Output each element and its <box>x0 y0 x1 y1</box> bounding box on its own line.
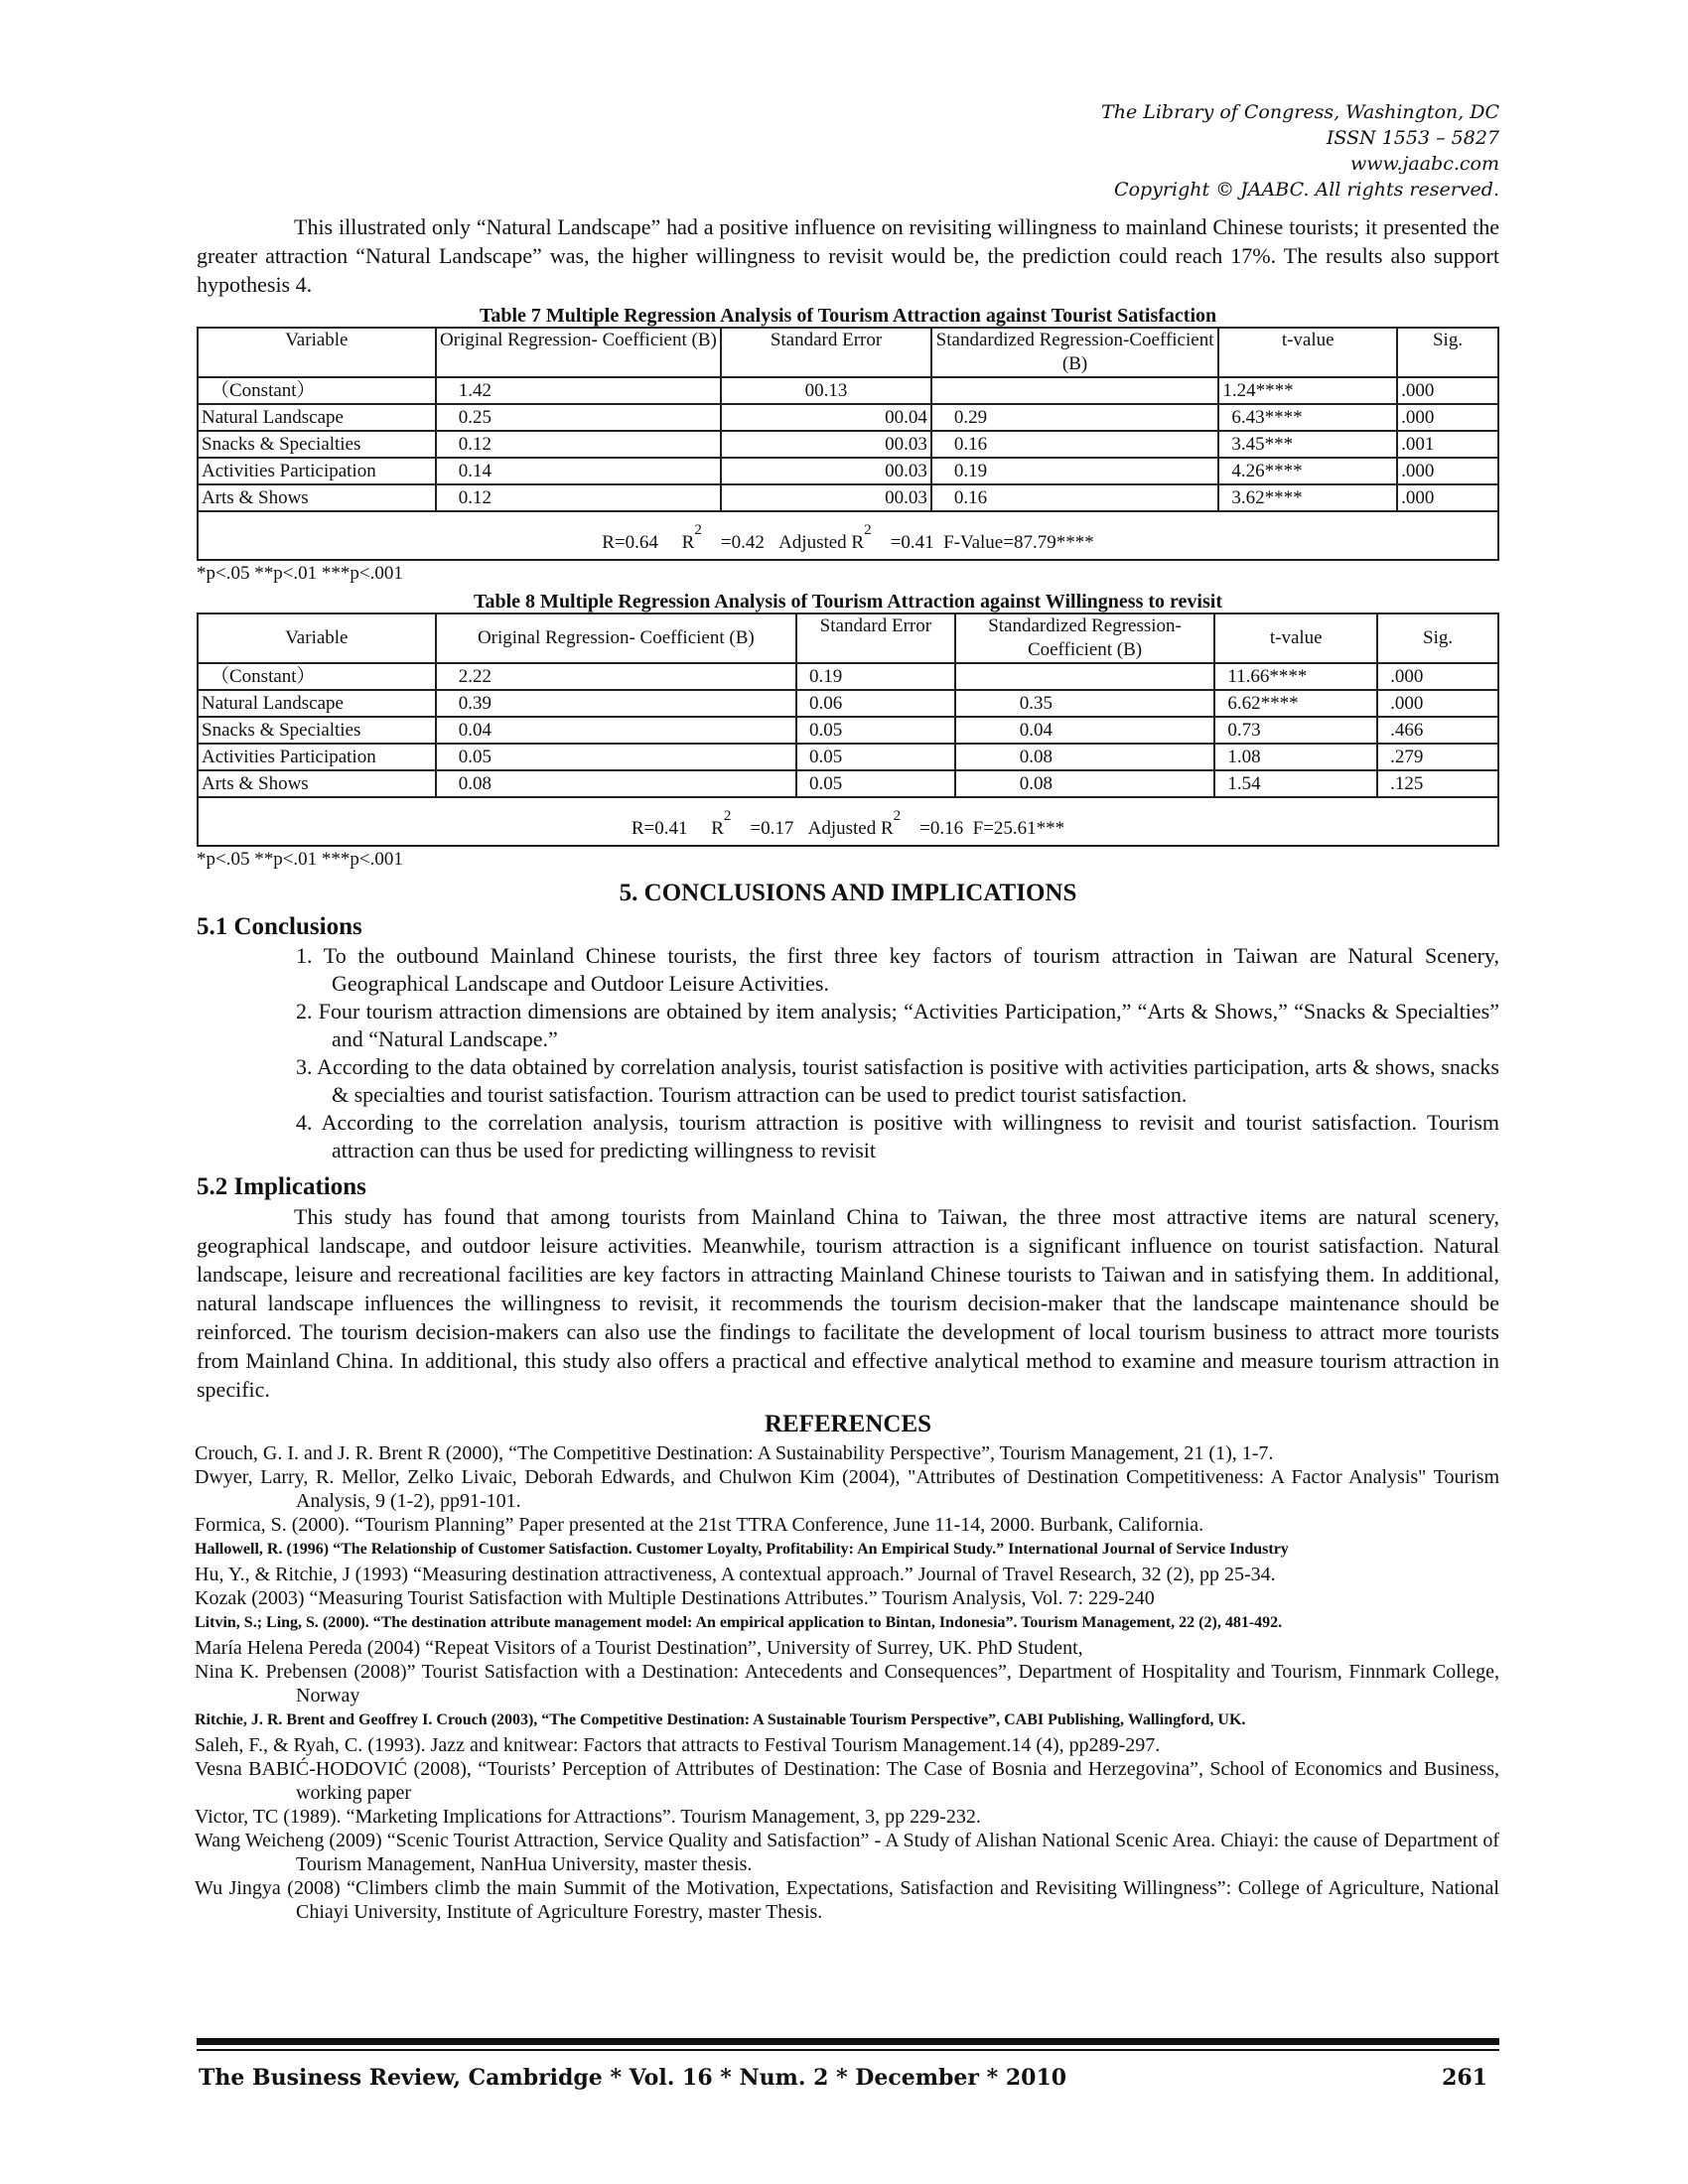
table-cell: 3.62**** <box>1218 484 1397 511</box>
table-cell: 0.06 <box>796 690 955 717</box>
table-cell: 4.26**** <box>1218 458 1397 484</box>
reference-item: Formica, S. (2000). “Tourism Planning” Paper presented at the 21st TTRA Conference, June 11-14, 2000. Burbank, California. <box>195 1514 1204 1536</box>
table-cell: 6.62**** <box>1214 690 1377 717</box>
summary-f: F-Value=87.79**** <box>943 532 1094 553</box>
table8-header-row <box>198 614 1498 663</box>
header-line-2: ISSN 1553 – 5827 <box>1326 127 1499 149</box>
table7-header-row <box>198 328 1498 377</box>
summary-adj-value: =0.16 <box>919 818 964 839</box>
table-cell: 0.35 <box>955 690 1215 717</box>
table-cell: 0.05 <box>796 770 955 797</box>
table-row <box>198 663 1498 690</box>
references-title: REFERENCES <box>764 1411 932 1437</box>
table-cell: 00.13 <box>721 377 931 404</box>
reference-item: Victor, TC (1989). “Marketing Implications for Attractions”. Tourism Management, 3, pp 229-232. <box>195 1806 981 1828</box>
table-cell: 0.05 <box>436 744 796 770</box>
section-title: 5. CONCLUSIONS AND IMPLICATIONS <box>619 880 1077 906</box>
table-cell: 11.66**** <box>1214 663 1377 690</box>
table-cell: .000 <box>1397 484 1498 511</box>
table-cell: .000 <box>1397 404 1498 431</box>
footer-journal: The Business Review, Cambridge * Vol. 16 * Num. 2 * December * 2010 <box>199 2065 1067 2091</box>
table7-header-cell: t-value <box>1218 328 1397 377</box>
table7-header-cell: Original Regression- Coefficient (B) <box>436 328 722 377</box>
conclusions-heading: 5.1 Conclusions <box>197 913 362 940</box>
table-cell: 0.05 <box>796 744 955 770</box>
list-item: 3. According to the data obtained by correlation analysis, tourist satisfaction is positive with activities participation, arts & shows, snacks & specialties and tourist satisfaction. Tourism attraction can be used to predict tourist satisfaction. <box>296 1054 1499 1107</box>
table-row <box>198 690 1498 717</box>
list-item: 1. To the outbound Mainland Chinese tourists, the first three key factors of tourism attraction in Taiwan are Natural Scenery, Geographical Landscape and Outdoor Leisure Activities. <box>296 943 1499 996</box>
table-cell: 00.03 <box>721 458 931 484</box>
summary-r2-sup: 2 <box>694 522 702 538</box>
table-cell: .125 <box>1377 770 1498 797</box>
table8-summary-row <box>198 797 1498 846</box>
table-cell: 1.42 <box>436 377 722 404</box>
summary-adj-label: Adjusted R <box>778 532 865 553</box>
table-cell: 0.39 <box>436 690 796 717</box>
table-row <box>198 770 1498 797</box>
table-cell: Natural Landscape <box>198 690 436 717</box>
table8-header-cell: t-value <box>1214 614 1377 663</box>
table-cell: Activities Participation <box>198 458 436 484</box>
intro-paragraph: This illustrated only “Natural Landscape” had a positive influence on revisiting willingness to mainland Chinese tourists; it presented the greater attraction “Natural Landscape” was, the higher willingness to revisit would be, the prediction could reach 17%. The results also support hypothesis 4. <box>197 214 1499 297</box>
table-cell: .279 <box>1377 744 1498 770</box>
table-cell: 0.29 <box>931 404 1219 431</box>
reference-item: Ritchie, J. R. Brent and Geoffrey I. Crouch (2003), “The Competitive Destination: A Sustainable Tourism Perspective”, CABI Publishing, Wallingford, UK. <box>195 1711 1246 1728</box>
references-list <box>195 1441 1499 1924</box>
table-cell: （Constant） <box>198 377 436 404</box>
table-cell: 3.45*** <box>1218 431 1397 458</box>
summary-f: F=25.61*** <box>972 818 1065 839</box>
summary-adj-sup: 2 <box>893 808 902 824</box>
table-cell: 00.03 <box>721 484 931 511</box>
summary-r2-value: =0.42 <box>720 532 765 553</box>
summary-r2-value: =0.17 <box>750 818 794 839</box>
footer-rule-thick <box>197 2038 1499 2045</box>
table-row <box>198 717 1498 744</box>
table7-header-cell: Standardized Regression-Coefficient (B) <box>931 328 1219 377</box>
table8-title: Table 8 Multiple Regression Analysis of Tourism Attraction against Willingness to revisit <box>474 591 1222 613</box>
table7-summary <box>198 511 1498 560</box>
summary-adj-sup: 2 <box>864 522 872 538</box>
reference-item: Nina K. Prebensen (2008)” Tourist Satisfaction with a Destination: Antecedents and Consequences”, Department of Hospitality and Tourism, Finnmark College, Norway <box>195 1661 1499 1706</box>
summary-adj-label: Adjusted R <box>807 818 894 839</box>
table-cell <box>931 377 1219 404</box>
table-cell: 0.16 <box>931 431 1219 458</box>
table7-title: Table 7 Multiple Regression Analysis of Tourism Attraction against Tourist Satisfaction <box>479 305 1217 327</box>
table-cell: 1.24**** <box>1218 377 1397 404</box>
table7-header-cell: Variable <box>198 328 436 377</box>
table-cell: 0.25 <box>436 404 722 431</box>
table8-header-cell: Sig. <box>1377 614 1498 663</box>
list-item: 2. Four tourism attraction dimensions are obtained by item analysis; “Activities Participation,” “Arts & Shows,” “Snacks & Specialties” and “Natural Landscape.” <box>296 999 1499 1051</box>
summary-r2-label: R <box>711 818 724 839</box>
table8-header-cell: Standard Error <box>796 614 955 663</box>
table-cell: Snacks & Specialties <box>198 431 436 458</box>
table-row <box>198 484 1498 511</box>
table7-header-cell: Sig. <box>1397 328 1498 377</box>
table-cell: .000 <box>1397 377 1498 404</box>
table-row <box>198 744 1498 770</box>
implications-heading: 5.2 Implications <box>197 1173 366 1200</box>
table-cell: 0.73 <box>1214 717 1377 744</box>
table-cell: 1.08 <box>1214 744 1377 770</box>
header-line-1: The Library of Congress, Washington, DC <box>1101 101 1499 123</box>
table8-header-cell: Original Regression- Coefficient (B) <box>436 614 796 663</box>
table-cell: .000 <box>1377 663 1498 690</box>
table-cell <box>955 663 1215 690</box>
table-cell: .000 <box>1397 458 1498 484</box>
table-cell: 0.04 <box>955 717 1215 744</box>
table-cell: 0.19 <box>931 458 1219 484</box>
table-cell: 00.03 <box>721 431 931 458</box>
table-cell: 0.16 <box>931 484 1219 511</box>
reference-item: Dwyer, Larry, R. Mellor, Zelko Livaic, Deborah Edwards, and Chulwon Kim (2004), "Attributes of Destination Competitiveness: A Factor Analysis" Tourism Analysis, 9 (1-2), pp91-101. <box>195 1466 1499 1512</box>
table-cell: 1.54 <box>1214 770 1377 797</box>
table-cell: 0.14 <box>436 458 722 484</box>
reference-item: Litvin, S.; Ling, S. (2000). “The destination attribute management model: An empirical application to Bintan, Indonesia”. Tourism Management, 22 (2), 481-492. <box>195 1614 1283 1631</box>
table-cell: Natural Landscape <box>198 404 436 431</box>
reference-item: Wu Jingya (2008) “Climbers climb the main Summit of the Motivation, Expectations, Satisfaction and Revisiting Willingness”: College of Agriculture, National Chiayi University, Institute of Agriculture Forestry, master Thesis. <box>195 1877 1499 1923</box>
reference-item: Hallowell, R. (1996) “The Relationship of Customer Satisfaction. Customer Loyalty, Profitability: An Empirical Study.” International Journal of Service Industry <box>195 1541 1289 1558</box>
summary-r: R=0.64 <box>602 532 658 553</box>
table-cell: Arts & Shows <box>198 770 436 797</box>
table-cell: （Constant） <box>198 663 436 690</box>
table-cell: .001 <box>1397 431 1498 458</box>
table8-header-cell: Standardized Regression-Coefficient (B) <box>955 614 1215 663</box>
header-line-3: www.jaabc.com <box>1349 153 1499 175</box>
table-cell: 0.19 <box>796 663 955 690</box>
implications-paragraph: This study has found that among tourists from Mainland China to Taiwan, the three most attractive items are natural scenery, geographical landscape, and outdoor leisure activities. Meanwhile, tourism attraction is a significant influence on tourist satisfaction. Natural landscape, leisure and recreational facilities are key factors in attracting Mainland Chinese tourists to Taiwan and in satisfying them. In additional, natural landscape influences the willingness to revisit, it recommends the tourism decision-maker that the landscape maintenance should be reinforced. The tourism decision-makers can also use the findings to facilitate the development of local tourism business to attract more tourists from Mainland China. In additional, this study also offers a practical and effective analytical method to examine and measure tourism attraction in specific. <box>197 1204 1499 1402</box>
table-cell: 0.05 <box>796 717 955 744</box>
table-row <box>198 458 1498 484</box>
table7 <box>197 327 1499 561</box>
table7-header-cell: Standard Error <box>721 328 931 377</box>
table8-header-cell: Variable <box>198 614 436 663</box>
page-content <box>197 212 1499 1924</box>
summary-r2-label: R <box>681 532 695 553</box>
table-row <box>198 431 1498 458</box>
table-cell: 6.43**** <box>1218 404 1397 431</box>
table8-note: *p<.05 **p<.01 ***p<.001 <box>197 849 403 870</box>
reference-item: Wang Weicheng (2009) “Scenic Tourist Attraction, Service Quality and Satisfaction” - A Study of Alishan National Scenic Area. Chiayi: the cause of Department of Tourism Management, NanHua University, master thesis. <box>195 1830 1499 1875</box>
table-cell: .466 <box>1377 717 1498 744</box>
footer-rule-thin <box>197 2049 1499 2051</box>
table8 <box>197 613 1499 847</box>
reference-item: María Helena Pereda (2004) “Repeat Visitors of a Tourist Destination”, University of Surrey, UK. PhD Student, <box>195 1637 1083 1659</box>
reference-item: Crouch, G. I. and J. R. Brent R (2000), “The Competitive Destination: A Sustainability Perspective”, Tourism Management, 21 (1), 1-7. <box>195 1442 1274 1464</box>
reference-item: Saleh, F., & Ryah, C. (1993). Jazz and knitwear: Factors that attracts to Festival Tourism Management.14 (4), pp289-297. <box>195 1734 1161 1756</box>
table-row <box>198 404 1498 431</box>
summary-r2-sup: 2 <box>723 808 732 824</box>
conclusions-list <box>296 942 1499 1164</box>
reference-item: Hu, Y., & Ritchie, J (1993) “Measuring destination attractiveness, A contextual approach.” Journal of Travel Research, 32 (2), pp 25-34. <box>195 1564 1276 1585</box>
table-row <box>198 377 1498 404</box>
table-cell: 0.08 <box>955 744 1215 770</box>
table-cell: Arts & Shows <box>198 484 436 511</box>
table-cell: Activities Participation <box>198 744 436 770</box>
table-cell: 0.12 <box>436 431 722 458</box>
table-cell: 0.04 <box>436 717 796 744</box>
table8-summary <box>198 797 1498 846</box>
table-cell: 0.12 <box>436 484 722 511</box>
summary-adj-value: =0.41 <box>890 532 934 553</box>
table-cell: 0.08 <box>436 770 796 797</box>
reference-item: Vesna BABIĆ-HODOVIĆ (2008), “Tourists’ Perception of Attributes of Destination: The Case of Bosnia and Herzegovina”, School of Economics and Business, working paper <box>195 1758 1499 1804</box>
table-cell: 2.22 <box>436 663 796 690</box>
table7-summary-row <box>198 511 1498 560</box>
table-cell: 00.04 <box>721 404 931 431</box>
list-item: 4. According to the correlation analysis, tourism attraction is positive with willingness to revisit and tourist satisfaction. Tourism attraction can thus be used for predicting willingness to revisit <box>296 1110 1499 1162</box>
summary-r: R=0.41 <box>631 818 688 839</box>
table-cell: Snacks & Specialties <box>198 717 436 744</box>
table-cell: .000 <box>1377 690 1498 717</box>
journal-header <box>1101 99 1499 203</box>
header-line-4: Copyright © JAABC. All rights reserved. <box>1114 179 1499 201</box>
reference-item: Kozak (2003) “Measuring Tourist Satisfaction with Multiple Destinations Attributes.” Tourism Analysis, Vol. 7: 229-240 <box>195 1587 1155 1609</box>
table-cell: 0.08 <box>955 770 1215 797</box>
table7-note: *p<.05 **p<.01 ***p<.001 <box>197 563 403 584</box>
page-number: 261 <box>1442 2065 1487 2091</box>
